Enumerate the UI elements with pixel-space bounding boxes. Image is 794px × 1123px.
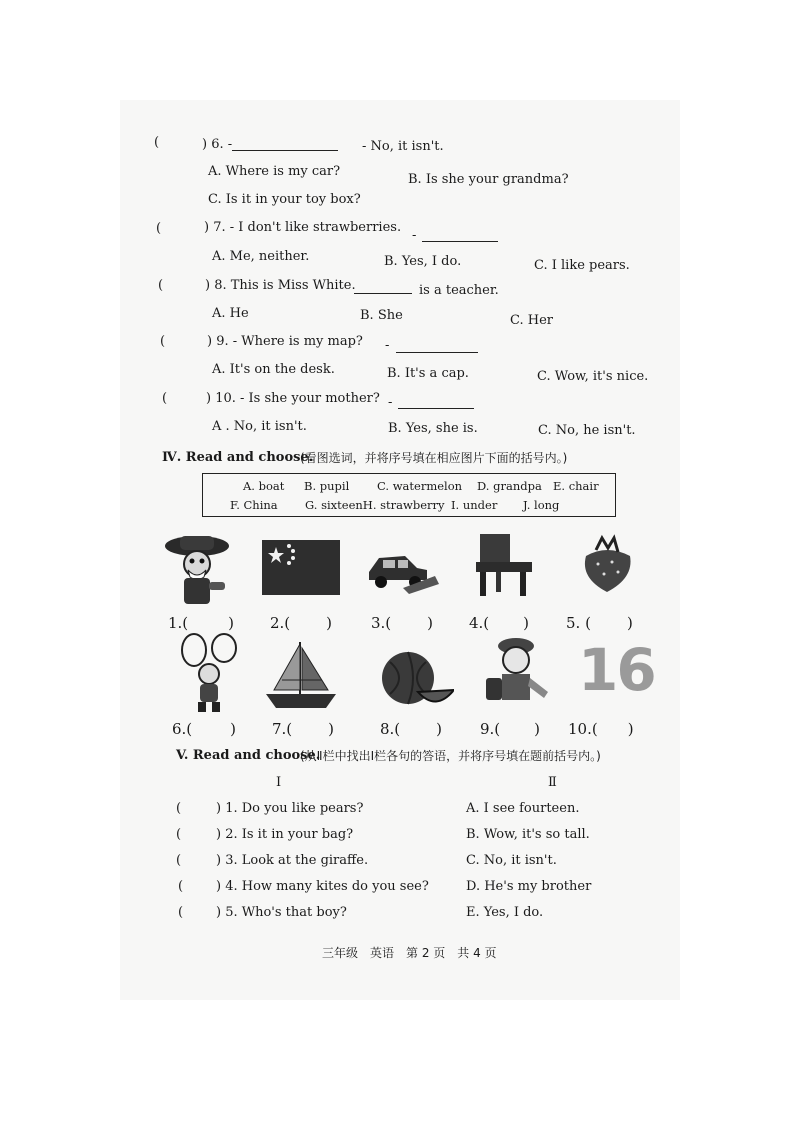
pic6-label: 6.( )	[172, 720, 237, 738]
word-d: D. grandpa	[477, 479, 542, 493]
number-sixteen-picture: 16	[578, 636, 655, 704]
q6-answer-blank[interactable]	[232, 138, 338, 151]
word-g-h: G. sixteenH. strawberry	[305, 498, 445, 512]
china-flag-picture	[262, 540, 340, 595]
word-b: B. pupil	[304, 479, 350, 493]
boat-picture	[262, 640, 340, 714]
q9-option-b: B. It's a cap.	[387, 366, 469, 381]
match5-paren: (	[178, 905, 184, 920]
match-answer-d: D. He's my brother	[466, 879, 592, 894]
strawberry-picture	[574, 534, 640, 594]
q7-option-b: B. Yes, I do.	[384, 254, 462, 269]
word-i: I. under	[451, 498, 498, 512]
q7-option-a: A. Me, neither.	[212, 249, 310, 264]
long-ears-rabbit-picture	[178, 632, 240, 714]
match-answer-c: C. No, it isn't.	[466, 853, 557, 868]
q7-answer-blank[interactable]	[422, 229, 498, 242]
match5-question: ) 5. Who's that boy?	[216, 905, 347, 920]
q9-paren: (	[160, 334, 166, 349]
q9-stem: ) 9. - Where is my map?	[207, 334, 363, 349]
pic8-label: 8.( )	[380, 720, 443, 738]
match4-question: ) 4. How many kites do you see?	[216, 879, 429, 894]
q8-option-a: A. He	[212, 306, 249, 321]
q8-option-c: C. Her	[510, 313, 553, 328]
q6-option-b: B. Is she your grandma?	[408, 172, 569, 187]
q9-option-c: C. Wow, it's nice.	[537, 369, 649, 384]
word-a: A. boat	[243, 479, 285, 493]
section4-title: Ⅳ. Read and choose.	[162, 450, 314, 465]
match3-paren: (	[176, 853, 182, 868]
pic1-label: 1.( )	[168, 614, 235, 632]
pic4-label: 4.( )	[469, 614, 530, 632]
q6-option-a: A. Where is my car?	[208, 164, 341, 179]
word-e: E. chair	[553, 479, 599, 493]
pic3-label: 3.( )	[371, 614, 434, 632]
word-c: C. watermelon	[377, 479, 463, 493]
word-f: F. China	[230, 498, 278, 512]
column-ii-heading: Ⅱ	[548, 775, 557, 790]
q8-tail: is a teacher.	[419, 283, 499, 298]
q6-option-c: C. Is it in your toy box?	[208, 192, 361, 207]
pic10-label: 10.( )	[568, 720, 634, 738]
q7-paren: (	[156, 221, 162, 236]
section5-title: V. Read and choose.	[176, 748, 321, 763]
q8-stem: ) 8. This is Miss White.	[205, 278, 356, 293]
q10-option-b: B. Yes, she is.	[388, 421, 478, 436]
q7-stem: ) 7. - I don't like strawberries.	[204, 220, 402, 235]
column-i-heading: I	[276, 775, 282, 790]
match4-paren: (	[178, 879, 184, 894]
q10-stem: ) 10. - Is she your mother?	[206, 391, 380, 406]
page-footer: 三年级 英语 第 2 页 共 4 页	[322, 946, 497, 960]
match-answer-e: E. Yes, I do.	[466, 905, 544, 920]
match2-paren: (	[176, 827, 182, 842]
q6-reply: - No, it isn't.	[362, 139, 444, 154]
match-answer-a: A. I see fourteen.	[466, 801, 580, 816]
pic5-label: 5. ( )	[566, 614, 633, 632]
q10-paren: (	[162, 391, 168, 406]
q7-option-c: C. I like pears.	[534, 258, 630, 273]
section5-instruction: (从Ⅱ栏中找出Ⅰ栏各句的答语，并将序号填在题前括号内。)	[300, 749, 601, 763]
section4-instruction: (看图选词，并将序号填在相应图片下面的括号内。)	[300, 451, 568, 465]
match-answer-b: B. Wow, it's so tall.	[466, 827, 590, 842]
q6-paren: (	[154, 135, 160, 150]
q10-option-c: C. No, he isn't.	[538, 423, 636, 438]
chair-picture	[474, 532, 536, 598]
q10-option-a: A . No, it isn't.	[212, 419, 307, 434]
car-under-picture	[365, 542, 439, 594]
match1-question: ) 1. Do you like pears?	[216, 801, 364, 816]
q8-paren: (	[158, 278, 164, 293]
word-bank	[202, 473, 616, 517]
match1-paren: (	[176, 801, 182, 816]
match2-question: ) 2. Is it in your bag?	[216, 827, 354, 842]
q10-answer-blank[interactable]	[398, 396, 474, 409]
pic7-label: 7.( )	[272, 720, 335, 738]
pic2-label: 2.( )	[270, 614, 333, 632]
q6-stem: ) 6. -	[202, 137, 233, 152]
watermelon-picture	[378, 648, 454, 710]
q10-reply: -	[388, 395, 393, 410]
q9-reply: -	[385, 338, 390, 353]
word-j: J. long	[523, 498, 560, 512]
q7-reply: -	[412, 228, 417, 243]
pupil-picture	[480, 634, 552, 714]
q8-answer-blank[interactable]	[354, 281, 412, 294]
q9-option-a: A. It's on the desk.	[212, 362, 335, 377]
q8-option-b: B. She	[360, 308, 403, 323]
match3-question: ) 3. Look at the giraffe.	[216, 853, 369, 868]
q9-answer-blank[interactable]	[396, 340, 478, 353]
grandpa-picture	[160, 530, 234, 606]
pic9-label: 9.( )	[480, 720, 541, 738]
